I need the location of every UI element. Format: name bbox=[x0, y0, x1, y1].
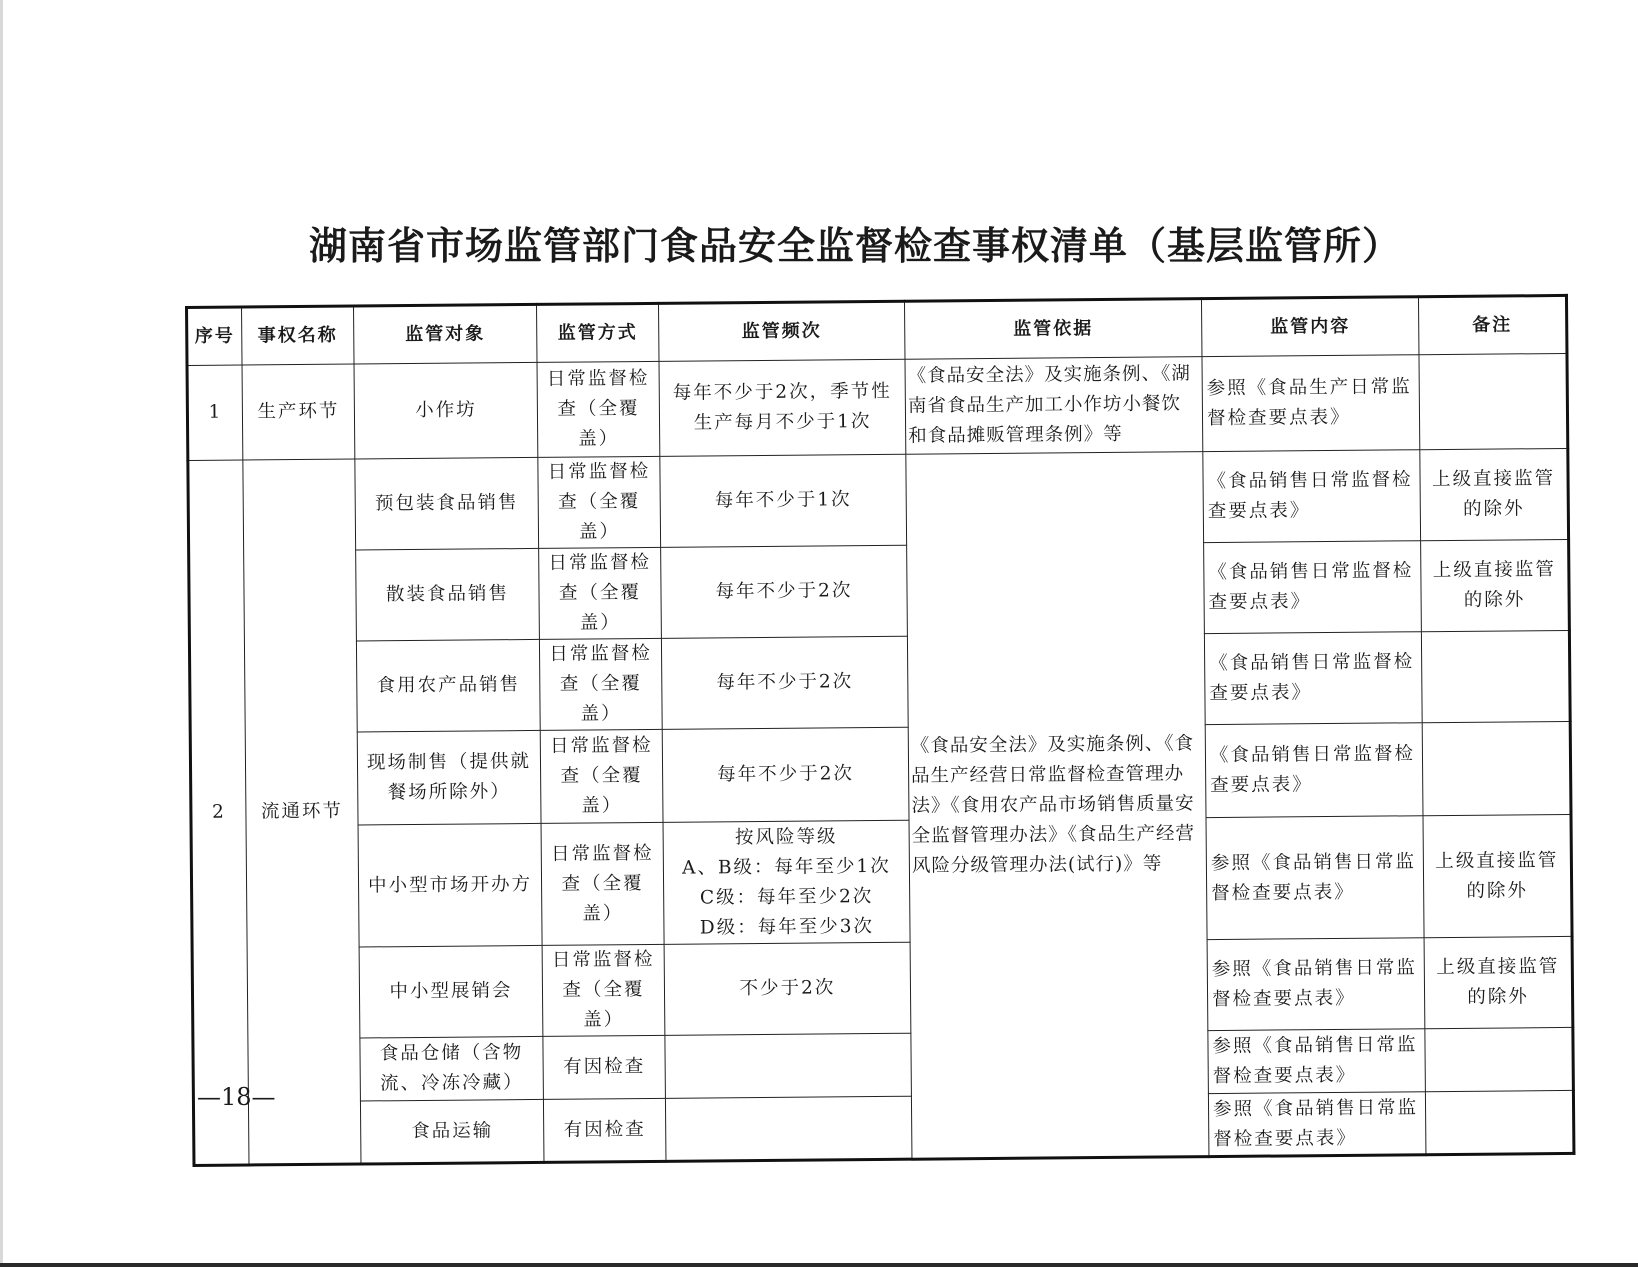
supervision-frequency: 每年不少于2次 bbox=[662, 727, 909, 822]
supervision-content: 《食品销售日常监督检查要点表》 bbox=[1205, 723, 1423, 818]
table-row bbox=[190, 721, 1571, 826]
authority-name: 流通环节 bbox=[243, 459, 361, 1165]
rights-table bbox=[185, 294, 1575, 1167]
table-row bbox=[188, 448, 1569, 551]
supervision-object: 中小型市场开办方 bbox=[358, 823, 542, 947]
supervision-frequency: 每年不少于2次，季节性生产每月不少于1次 bbox=[659, 359, 906, 456]
supervision-basis: 《食品安全法》及实施条例、《食品生产经营日常监督检查管理办法》《食用农产品市场销售质量安全监督管理办法》《食品生产经营风险分级管理办法(试行)》等 bbox=[906, 452, 1209, 1160]
scan-edge-bottom bbox=[0, 1263, 1638, 1267]
supervision-frequency: 每年不少于2次 bbox=[661, 636, 908, 729]
authority-name: 生产环节 bbox=[242, 364, 355, 460]
supervision-frequency bbox=[665, 1096, 912, 1161]
frequency-line: D级：每年至少3次 bbox=[699, 915, 875, 939]
frequency-line: C级：每年至少2次 bbox=[699, 885, 874, 909]
supervision-object: 中小型展销会 bbox=[359, 945, 543, 1038]
table-row bbox=[193, 1090, 1573, 1165]
supervision-object: 食品仓储（含物流、冷冻冷藏） bbox=[360, 1036, 544, 1101]
table-row bbox=[191, 814, 1572, 948]
table-row bbox=[187, 353, 1568, 460]
header-cell: 监管对象 bbox=[354, 304, 537, 364]
supervision-object: 预包装食品销售 bbox=[355, 457, 539, 550]
remark bbox=[1425, 1090, 1574, 1154]
supervision-object: 散装食品销售 bbox=[356, 548, 540, 641]
header-cell: 事权名称 bbox=[242, 306, 355, 365]
header-cell: 监管依据 bbox=[904, 299, 1201, 360]
header-cell: 监管频次 bbox=[658, 301, 904, 361]
table-row bbox=[189, 539, 1570, 642]
supervision-frequency: 每年不少于1次 bbox=[660, 454, 907, 547]
scan-edge-left bbox=[0, 0, 3, 1267]
remark: 上级直接监管的除外 bbox=[1424, 936, 1573, 1028]
supervision-content: 参照《食品生产日常监督检查要点表》 bbox=[1202, 355, 1420, 452]
document-title: 湖南省市场监管部门食品安全监督检查事权清单（基层监管所） bbox=[308, 224, 1401, 268]
supervision-object: 小作坊 bbox=[354, 362, 538, 459]
supervision-content: 参照《食品销售日常监督检查要点表》 bbox=[1207, 938, 1425, 1031]
supervision-method: 日常监督检查（全覆盖） bbox=[542, 944, 665, 1036]
table-row bbox=[192, 936, 1573, 1039]
supervision-frequency bbox=[665, 1033, 912, 1098]
header-cell: 监管方式 bbox=[536, 303, 659, 362]
frequency-line: 按风险等级 bbox=[734, 825, 838, 848]
remark: 上级直接监管的除外 bbox=[1421, 539, 1570, 631]
supervision-method: 日常监督检查（全覆盖） bbox=[539, 638, 662, 730]
table-row bbox=[193, 1027, 1573, 1102]
supervision-basis: 《食品安全法》及实施条例、《湖南省食品生产加工小作坊小餐饮和食品摊贩管理条例》等 bbox=[905, 357, 1203, 455]
remark: 上级直接监管的除外 bbox=[1423, 814, 1572, 937]
supervision-content: 参照《食品销售日常监督检查要点表》 bbox=[1208, 1092, 1426, 1157]
remark bbox=[1422, 721, 1571, 815]
supervision-method: 日常监督检查（全覆盖） bbox=[540, 729, 663, 823]
supervision-frequency bbox=[663, 820, 910, 944]
supervision-method: 日常监督检查（全覆盖） bbox=[539, 547, 662, 639]
supervision-content: 《食品销售日常监督检查要点表》 bbox=[1204, 632, 1422, 725]
remark: 上级直接监管的除外 bbox=[1420, 448, 1569, 540]
supervision-object: 现场制售（提供就餐场所除外） bbox=[357, 730, 541, 825]
supervision-content: 参照《食品销售日常监督检查要点表》 bbox=[1206, 816, 1424, 940]
supervision-method: 日常监督检查（全覆盖） bbox=[537, 361, 660, 457]
page-number: —18— bbox=[197, 1083, 276, 1111]
header-cell: 监管内容 bbox=[1201, 297, 1418, 357]
supervision-content: 《食品销售日常监督检查要点表》 bbox=[1204, 541, 1422, 634]
frequency-line: A、B级：每年至少1次 bbox=[681, 855, 891, 879]
header-cell: 备注 bbox=[1418, 295, 1567, 354]
remark bbox=[1425, 1027, 1574, 1091]
supervision-frequency: 不少于2次 bbox=[664, 942, 911, 1035]
row-number: 1 bbox=[187, 365, 243, 460]
row-number: 2 bbox=[188, 460, 249, 1165]
supervision-content: 《食品销售日常监督检查要点表》 bbox=[1203, 450, 1421, 543]
table-row bbox=[189, 630, 1570, 733]
header-cell: 序号 bbox=[187, 307, 243, 365]
supervision-method: 有因检查 bbox=[543, 1098, 666, 1162]
supervision-content: 参照《食品销售日常监督检查要点表》 bbox=[1208, 1029, 1426, 1094]
supervision-method: 有因检查 bbox=[543, 1035, 666, 1099]
supervision-method: 日常监督检查（全覆盖） bbox=[538, 456, 661, 548]
supervision-method: 日常监督检查（全覆盖） bbox=[541, 822, 664, 945]
supervision-frequency: 每年不少于2次 bbox=[661, 545, 908, 638]
remark bbox=[1421, 630, 1570, 722]
supervision-object: 食用农产品销售 bbox=[356, 639, 540, 732]
supervision-object: 食品运输 bbox=[360, 1099, 544, 1164]
remark bbox=[1419, 353, 1568, 449]
